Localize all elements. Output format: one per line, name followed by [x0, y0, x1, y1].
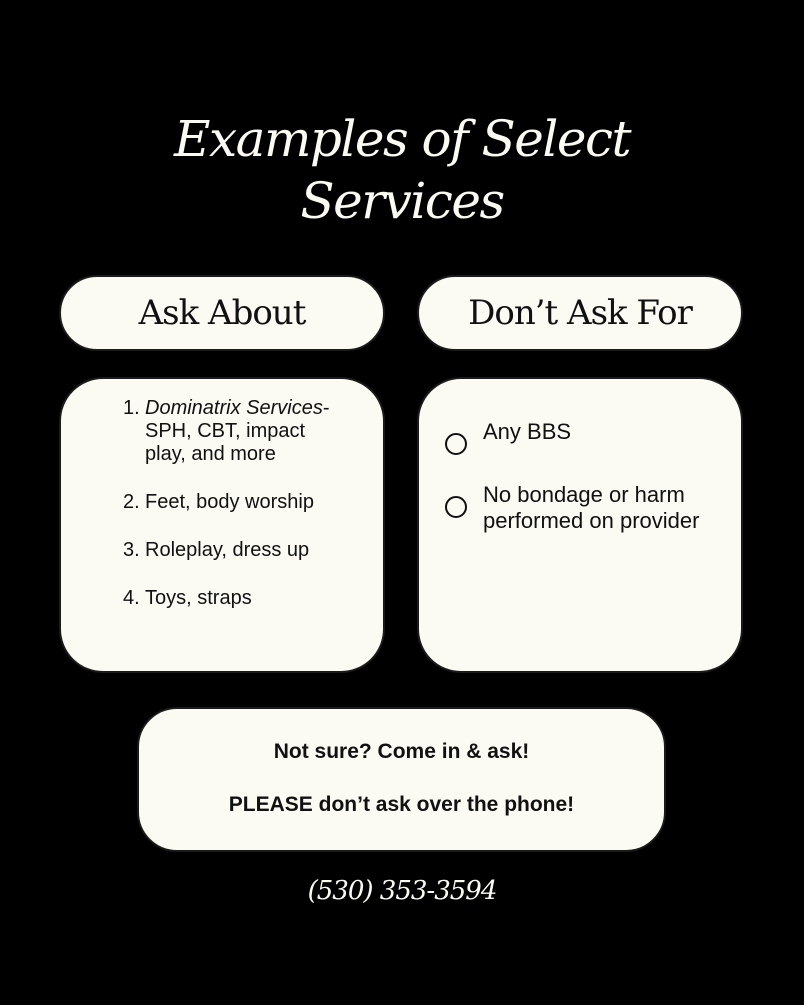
list-item-text: No bondage or harm performed on provider — [483, 482, 700, 533]
dont-ask-card — [417, 377, 743, 673]
ask-about-heading: Ask About — [59, 275, 385, 351]
page-title-line1: Examples of Select — [173, 110, 631, 168]
notice-line-1: Not sure? Come in & ask! — [273, 740, 530, 763]
radio-circle-icon — [445, 433, 467, 455]
phone-number: (530) 353-3594 — [307, 876, 497, 906]
list-item — [445, 419, 725, 455]
dont-ask-heading: Don’t Ask For — [417, 275, 743, 351]
list-item — [445, 482, 725, 534]
ask-about-list — [123, 397, 343, 635]
page-title — [0, 108, 804, 232]
list-item — [123, 587, 343, 610]
page-title-line2: Services — [300, 172, 504, 230]
list-item-italic: Dominatrix Services — [145, 397, 323, 419]
list-item-text: Feet, body worship — [145, 491, 314, 513]
list-item — [123, 491, 343, 514]
list-item — [123, 397, 343, 466]
list-item-text: Toys, straps — [145, 587, 252, 609]
list-item-number: 3. — [123, 539, 140, 561]
list-item-text: Roleplay, dress up — [145, 539, 310, 561]
dont-ask-list — [445, 419, 725, 561]
list-item-number: 1. — [123, 397, 140, 419]
list-item-number: 2. — [123, 491, 140, 513]
list-item-number: 4. — [123, 587, 140, 609]
radio-circle-icon — [445, 496, 467, 518]
list-item-text — [145, 397, 343, 466]
list-item — [123, 539, 343, 562]
ask-about-card — [59, 377, 385, 673]
notice-box — [137, 707, 666, 852]
notice-line-2: PLEASE don’t ask over the phone! — [228, 793, 575, 816]
list-item-text: Any BBS — [483, 419, 572, 444]
list-item-rest: - SPH, CBT, impact play, and more — [145, 397, 330, 465]
